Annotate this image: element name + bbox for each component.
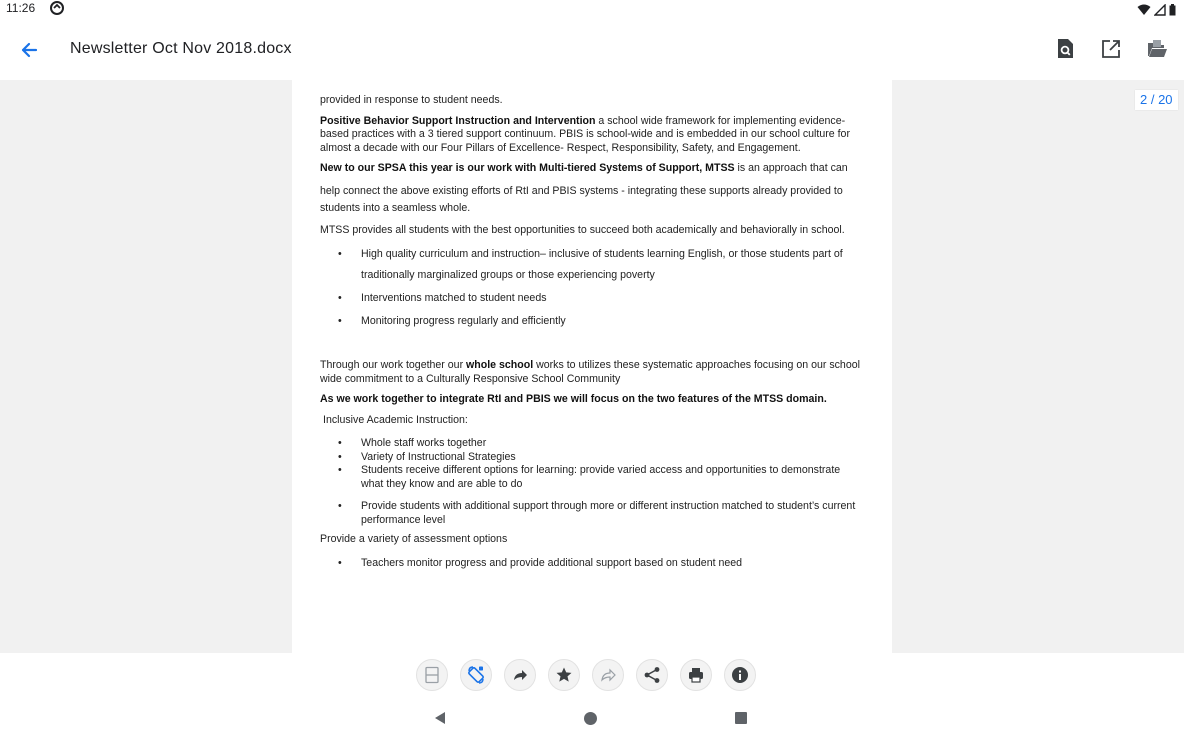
search-in-document-icon[interactable]	[1052, 36, 1078, 62]
print-icon[interactable]	[680, 659, 712, 691]
list-item: • Interventions matched to student needs	[355, 288, 864, 309]
status-time: 11:26	[6, 1, 36, 15]
open-external-icon[interactable]	[1098, 36, 1124, 62]
status-bar	[0, 0, 1184, 18]
list-item: • Provide students with additional support through more or different instruction matched to student’s current performance level	[355, 500, 864, 527]
doc-bold-text: New to our SPSA this year is our work with Multi-tiered Systems of Support, MTSS	[320, 162, 735, 174]
doc-paragraph: MTSS provides all students with the best opportunities to succeed both academically and behaviorally in school.	[320, 223, 845, 236]
document-page	[292, 80, 892, 653]
doc-text: is an approach that can	[734, 162, 848, 174]
tool-group	[416, 659, 756, 691]
list-item: • High quality curriculum and instruction– inclusive of students learning English, or those students part of traditionally marginalized groups or those experiencing poverty	[355, 244, 864, 286]
doc-bold-text: whole school	[466, 359, 534, 371]
doc-paragraph	[320, 359, 864, 386]
forward-arrow-icon[interactable]	[504, 659, 536, 691]
doc-paragraph: Provide a variety of assessment options	[320, 533, 508, 545]
share-icon[interactable]	[636, 659, 668, 691]
doc-paragraph	[320, 115, 864, 156]
list-item: • Teachers monitor progress and provide additional support based on student need	[355, 557, 864, 571]
top-actions	[1052, 36, 1170, 62]
nav-home-icon[interactable]	[583, 711, 598, 731]
list-item: • Students receive different options for learning: provide varied access and opportunities to demonstrate what they know and are able to do	[355, 464, 864, 491]
doc-paragraph: provided in response to student needs.	[320, 94, 503, 106]
doc-paragraph	[320, 393, 864, 407]
page-view-toggle-icon[interactable]	[416, 659, 448, 691]
doc-text: Through our work together our	[320, 359, 467, 371]
app-bar	[0, 18, 1184, 80]
doc-list	[320, 500, 864, 527]
bottom-toolbar	[0, 653, 1184, 699]
doc-bold-text: As we work together to integrate RtI and PBIS we will focus on the two features of the MTSS domain.	[320, 393, 827, 405]
doc-list	[320, 437, 864, 491]
document-title: Newsletter Oct Nov 2018.docx	[70, 40, 292, 57]
doc-list	[320, 557, 864, 571]
doc-paragraph: help connect the above existing efforts of RtI and PBIS systems - integrating these supports already provided to students into a seamless whole.	[320, 184, 843, 214]
nav-recents-icon[interactable]	[734, 711, 748, 730]
rotate-screen-icon[interactable]	[460, 659, 492, 691]
spacer	[320, 341, 864, 359]
list-item: • Variety of Instructional Strategies	[355, 451, 864, 465]
info-icon[interactable]	[724, 659, 756, 691]
doc-text: works to utilizes these systematic approaches focusing on our school wide commitment to a Culturally Responsive School Community	[320, 359, 860, 385]
open-folder-icon[interactable]	[1144, 36, 1170, 62]
list-item: • Whole staff works together	[355, 437, 864, 451]
list-item: • Monitoring progress regularly and efficiently	[355, 311, 864, 332]
system-nav-bar	[0, 699, 1184, 738]
doc-text: a school wide framework for implementing evidence-based practices with a 3 tiered support continuum. PBIS is school-wide and is embedded in our school culture for almost a decade with our Four Pillars of Excellence- Respect, Responsibility, Safety, and Engagement.	[320, 114, 850, 154]
document-viewer[interactable]	[0, 80, 1184, 653]
doc-bold-text: Positive Behavior Support Instruction and Intervention	[320, 114, 596, 127]
doc-list	[320, 244, 864, 332]
doc-paragraph	[320, 162, 864, 176]
back-arrow-icon[interactable]	[16, 36, 44, 64]
page-indicator: 2 / 20	[1135, 90, 1178, 110]
star-icon[interactable]	[548, 659, 580, 691]
doc-paragraph: Inclusive Academic Instruction:	[323, 413, 468, 426]
forward-outline-icon[interactable]	[592, 659, 624, 691]
nav-back-icon[interactable]	[433, 711, 447, 730]
